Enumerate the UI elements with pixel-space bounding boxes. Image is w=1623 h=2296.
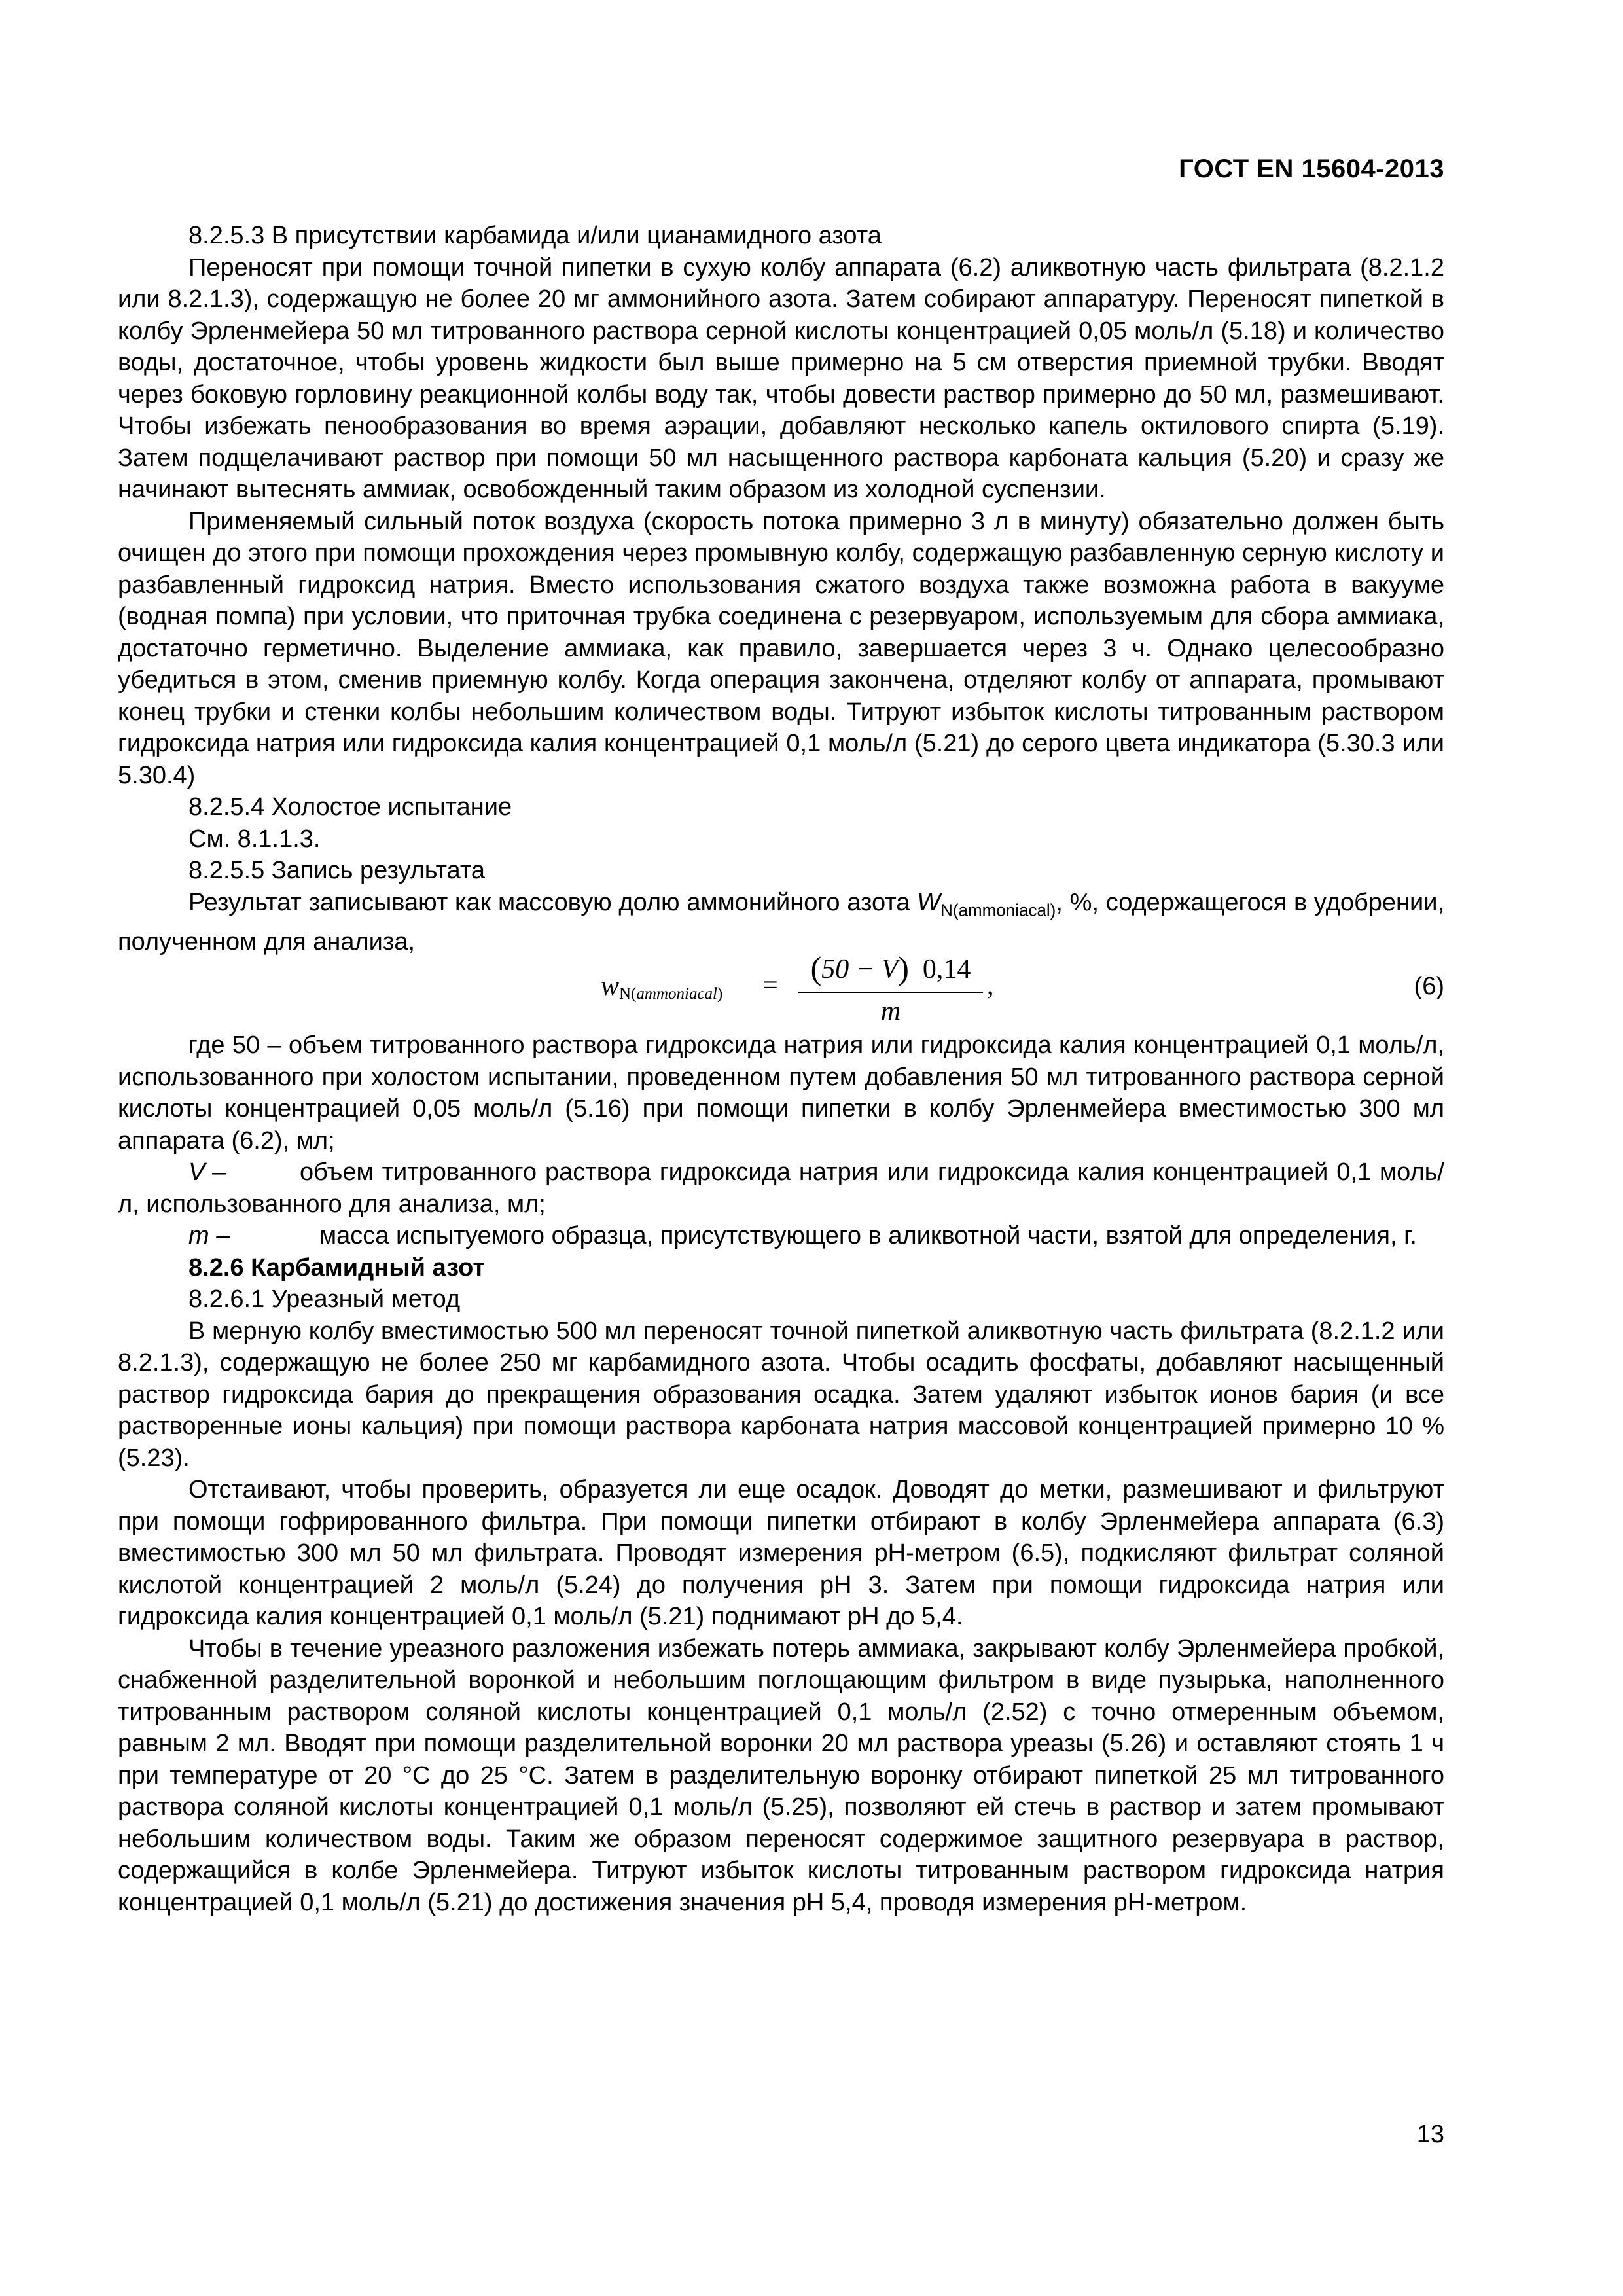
formula-sub-italic: ammoniacal xyxy=(636,985,718,1003)
document-header: ГОСТ EN 15604-2013 xyxy=(1179,154,1444,183)
intro-text-b: , %, содержащегося в удобрении, полученном для анализа, xyxy=(118,888,1444,956)
formula-num-inner: 50 − V xyxy=(821,954,899,985)
document-body xyxy=(118,220,1444,1918)
definition-m xyxy=(118,1220,1444,1252)
formula-numerator xyxy=(798,952,983,986)
paragraph: Переносят при помощи точной пипетки в сухую колбу аппарата (6.2) аликвотную часть фильтрата (8.2.1.2 или 8.2.1.3), содержащую не более 20 мг аммонийного азота. Затем собирают аппаратуру. Переносят пипеткой в колбу Эрленмейера 50 мл титрованного раствора серной кислоты концентрацией 0,05 моль/л (5.18) и количество воды, достаточное, чтобы уровень жидкости был выше примерно на 5 см отверстия приемной трубки. Вводят через боковую горловину реакционной колбы воду так, чтобы довести раствор примерно до 50 мл, размешивают. Чтобы избежать пенообразования во время аэрации, добавляют несколько капель октилового спирта (5.19). Затем подщелачивают раствор при помощи 50 мл насыщенного раствора карбоната кальция (5.20) и сразу же начинают вытеснять аммиак, освобожденный таким образом из холодной суспензии. xyxy=(118,253,1444,503)
paragraph: В мерную колбу вместимостью 500 мл переносят точной пипеткой аликвотную часть фильтрата (8.2.1.2 или 8.2.1.3), содержащую не более 250 мг карбамидного азота. Чтобы осадить фосфаты, добавляют насыщенный раствор гидроксида бария до прекращения образования осадка. Затем удаляют избыток ионов бария (и все растворенные ионы кальция) при помощи раствора карбоната натрия массовой концентрацией примерно 10 % (5.23). xyxy=(118,1317,1444,1472)
paragraph: Применяемый сильный поток воздуха (скорость потока примерно 3 л в минуту) обязательно должен быть очищен до этого при помощи прохождения через промывную колбу, содержащую разбавленную серную кислоту и разбавленный гидроксид натрия. Вместо использования сжатого воздуха также возможна работа в вакууме (водная помпа) при условии, что приточная трубка соединена с резервуаром, используемым для сбора аммиака, достаточно герметично. Выделение аммиака, как правило, завершается через 3 ч. Однако целесообразно убедиться в этом, сменив приемную колбу. Когда операция закончена, отделяют колбу от аппарата, промывают конец трубки и стенки колбы небольшим количеством воды. Титруют избыток кислоты титрованным раствором гидроксида натрия или гидроксида калия концентрацией 0,1 моль/л (5.21) до серого цвета индикатора (5.30.3 или 5.30.4) xyxy=(118,507,1444,789)
section-heading-8-2-6: 8.2.6 Карбамидный азот xyxy=(188,1253,486,1282)
formula-6 xyxy=(118,950,1444,1030)
formula-sub-part: N( xyxy=(619,985,637,1003)
paragraph-result-intro xyxy=(118,887,1444,958)
formula-equals: = xyxy=(762,971,778,1001)
symbol-w: W xyxy=(917,888,941,916)
formula-lhs-subscript xyxy=(619,985,722,1003)
paragraph: Отстаивают, чтобы проверить, образуется ли еще осадок. Доводят до метки, размешивают и фильтруют при помощи гофрированного фильтра. При помощи пипетки отбирают в колбу Эрленмейера аппарата (6.3) вместимостью 300 мл 50 мл фильтрата. Проводят измерения pH-метром (6.5), подкисляют фильтрат соляной кислотой концентрацией 2 моль/л (5.24) до получения pH 3. Затем при помощи гидроксида натрия или гидроксида калия концентрацией 0,1 моль/л (5.21) поднимают pH до 5,4. xyxy=(118,1476,1444,1631)
definition-50: где 50 – объем титрованного раствора гидроксида натрия или гидроксида калия концентрацией 0,1 моль/л, использованного при холостом испытании, проведенном путем добавления 50 мл титрованного раствора серной кислоты концентрацией 0,05 моль/л (5.16) при помощи пипетки в колбу Эрленмейера вместимостью 300 мл аппарата (6.2), мл; xyxy=(118,1031,1444,1155)
definition-v-text: объем титрованного раствора гидроксида натрия или гидроксида калия концентрацией 0,1 моль/л, использованного для анализа, мл; xyxy=(118,1158,1444,1218)
formula-comma: , xyxy=(987,971,994,1001)
section-heading-8-2-5-3: 8.2.5.3 В присутствии карбамида и/или цианамидного азота xyxy=(188,222,882,249)
intro-text-a: Результат записывают как массовую долю аммонийного азота xyxy=(188,888,918,916)
formula-denominator: m xyxy=(880,996,901,1027)
paren-close: ) xyxy=(898,950,909,987)
paren-open: ( xyxy=(810,950,822,987)
page-number: 13 xyxy=(1416,2121,1444,2148)
definition-v xyxy=(118,1157,1444,1220)
section-heading-8-2-5-5: 8.2.5.5 Запись результата xyxy=(188,857,485,884)
paragraph: Чтобы в течение уреазного разложения избежать потерь аммиака, закрывают колбу Эрленмейера пробкой, снабженной разделительной воронкой и небольшим поглощающим фильтром в виде пузырька, наполненного титрованным раствором соляной кислоты концентрацией 0,1 моль/л (2.52) с точно отмеренным объемом, равным 2 мл. Вводят при помощи разделительной воронки 20 мл раствора уреазы (5.26) и оставляют стоять 1 ч при температуре от 20 °С до 25 °С. Затем в разделительную воронку отбирают пипеткой 25 мл титрованного раствора соляной кислоты концентрацией 0,1 моль/л (5.25), позволяют ей стечь в раствор и затем промывают небольшим количеством воды. Таким же образом переносят содержимое защитного резервуара в раствор, содержащийся в колбе Эрленмейера. Титруют избыток кислоты титрованным раствором гидроксида натрия концентрацией 0,1 моль/л (5.21) до достижения значения pH 5,4, проводя измерения pH-метром. xyxy=(118,1634,1444,1916)
formula-sub-part: ) xyxy=(717,985,723,1003)
formula-number: (6) xyxy=(1414,973,1444,1001)
section-heading-8-2-5-4: 8.2.5.4 Холостое испытание xyxy=(188,793,512,821)
definition-m-text: масса испытуемого образца, присутствующего в аликвотной части, взятой для определения, г. xyxy=(319,1222,1417,1250)
term-m: m – xyxy=(188,1222,230,1250)
symbol-w-subscript: N(ammoniacal) xyxy=(940,900,1056,920)
section-heading-8-2-6-1: 8.2.6.1 Уреазный метод xyxy=(188,1285,461,1314)
term-v: V – xyxy=(188,1158,226,1187)
cross-reference: См. 8.1.1.3. xyxy=(188,825,321,853)
formula-lhs xyxy=(601,971,722,1011)
fraction-bar xyxy=(798,992,983,993)
formula-num-factor: 0,14 xyxy=(922,954,971,985)
formula-lhs-symbol: w xyxy=(601,971,620,1002)
